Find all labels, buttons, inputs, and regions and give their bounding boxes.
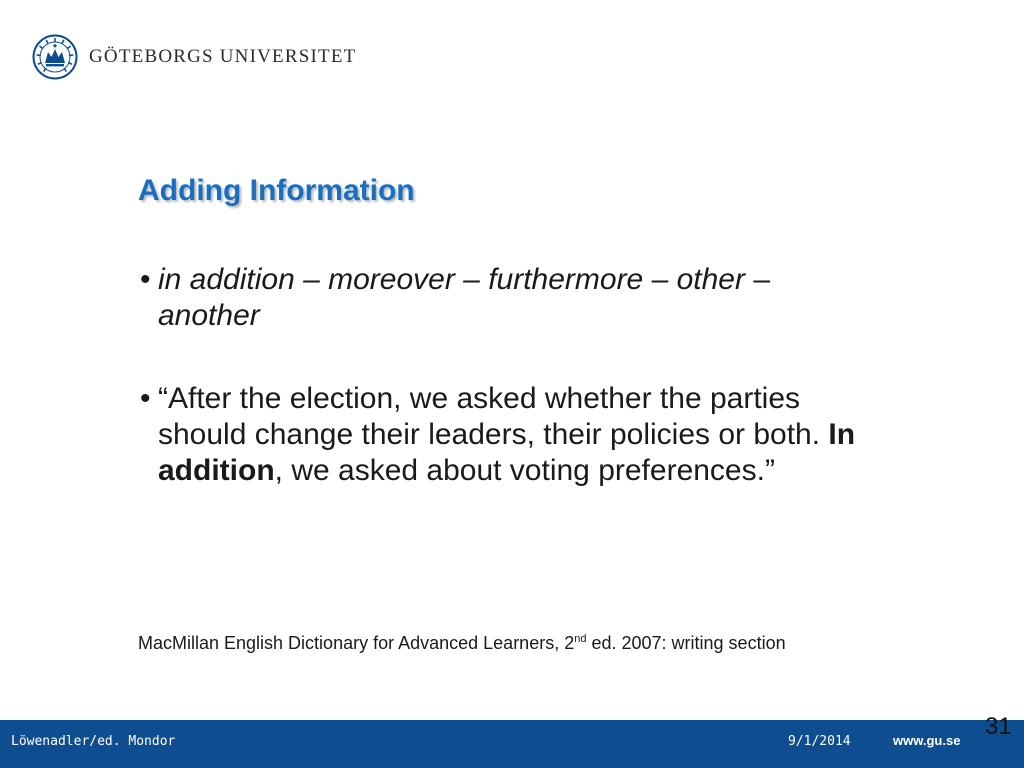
footer-date: 9/1/2014: [788, 734, 851, 749]
citation-text: MacMillan English Dictionary for Advanced Learners, 2: [138, 633, 575, 653]
university-logo: [32, 34, 356, 80]
bullet-item-example: [138, 381, 878, 489]
page-number: 31: [985, 713, 1012, 740]
footer-url[interactable]: www.gu.se: [893, 733, 961, 748]
citation-superscript: nd: [574, 633, 587, 645]
bullet-item-connectors: [138, 262, 878, 334]
bullet-list: [138, 262, 878, 489]
example-text-start: “After the election, we asked whether the parties should change their leaders, their policies or both.: [158, 382, 829, 451]
footer-author: Löwenadler/ed. Mondor: [11, 734, 176, 749]
university-seal-icon: [32, 34, 78, 80]
footer-bar: [0, 720, 1024, 768]
citation: [138, 633, 786, 654]
university-name: GÖTEBORGS UNIVERSITET: [89, 46, 357, 67]
example-text-bold: In addition: [158, 418, 856, 487]
citation-text-end: ed. 2007: writing section: [586, 633, 786, 653]
connectors-text: in addition – moreover – furthermore – other – another: [158, 263, 770, 332]
slide-title: Adding Information: [138, 174, 415, 207]
example-text-end: , we asked about voting preferences.”: [274, 454, 775, 487]
